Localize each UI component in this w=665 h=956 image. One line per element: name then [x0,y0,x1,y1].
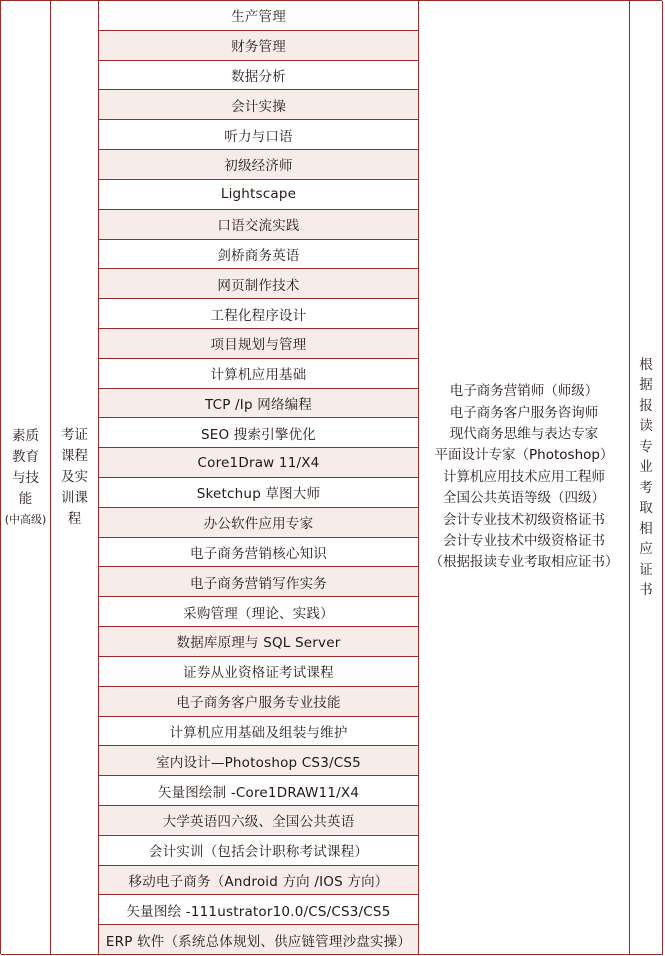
course-cell: Sketchup 草图大师 [99,478,419,508]
course-cell: 电子商务营销核心知识 [99,538,419,568]
course-cell: 室内设计—Photoshop CS3/CS5 [99,746,419,776]
course-type-line: 课程 [61,448,88,464]
course-cell: 工程化程序设计 [99,299,419,329]
course-cell: 会计实操 [99,90,419,120]
course-cell: Core1Draw 11/X4 [99,448,419,478]
certificate-item: 现代商务思维与表达专家 [449,425,599,442]
course-cell: 电子商务客户服务专业技能 [99,687,419,717]
course-type-line: 训课 [61,490,88,506]
remark-char: 应 [639,541,653,557]
course-type-cell [51,1,99,955]
course-cell: 口语交流实践 [99,210,419,240]
certificate-item: 全国公共英语等级（四级） [443,490,605,507]
category-line: 教育 [12,448,39,465]
certificate-item: 平面设计专家（Photoshop） [434,447,614,464]
course-cell: 计算机应用基础及组装与维护 [99,717,419,747]
category-line: 能 [18,490,33,507]
certificate-item: 电子商务客户服务咨询师 [449,404,599,421]
category-note: (中高级) [4,512,47,526]
course-type-line: 程 [67,511,82,527]
course-cell: 证券从业资格证考试课程 [99,657,419,687]
course-cell: 矢量图绘制 -Core1DRAW11/X4 [99,776,419,806]
course-cell: 采购管理（理论、实践） [99,597,419,627]
course-cell: SEO 搜索引擎优化 [99,418,419,448]
course-cell: 网页制作技术 [99,269,419,299]
certificate-item: （根据报读专业考取相应证书） [429,554,619,571]
certificates-cell [419,1,630,955]
remark-char: 证 [639,561,653,578]
remark-char: 考 [639,479,653,496]
remark-char: 根 [639,356,653,373]
course-cell: Lightscape [99,180,419,210]
course-cell: 矢量图绘 -111ustrator10.0/CS/CS3/CS5 [99,895,419,925]
certificate-item: 计算机应用技术应用工程师 [443,468,605,485]
course-type-line: 考证 [61,427,88,443]
remark-char: 相 [639,520,653,537]
remark-char: 据 [639,377,653,393]
course-cell: ERP 软件（系统总体规划、供应链管理沙盘实操） [99,925,419,955]
certificate-item: 会计专业技术中级资格证书 [443,533,605,550]
course-cell: 大学英语四六级、全国公共英语 [99,806,419,836]
course-cell: 办公软件应用专家 [99,508,419,538]
course-cell: 剑桥商务英语 [99,240,419,270]
certificate-item: 会计专业技术初级资格证书 [443,511,605,528]
remark-char: 报 [639,397,653,414]
course-type-line: 及实 [61,469,88,485]
course-cell: 项目规划与管理 [99,329,419,359]
certificate-item: 电子商务营销师（师级） [449,383,599,400]
category-line: 与技 [12,469,39,486]
remark-char: 读 [639,418,653,434]
course-cell: 数据库原理与 SQL Server [99,627,419,657]
course-cell: 移动电子商务（Android 方向 /IOS 方向） [99,866,419,896]
remark-char: 取 [639,500,653,516]
category-cell [1,1,51,955]
course-cell: TCP /Ip 网络编程 [99,389,419,419]
remark-char: 书 [639,582,653,598]
course-cell: 数据分析 [99,61,419,91]
remark-char: 业 [639,459,653,475]
course-cell: 财务管理 [99,31,419,61]
remark-char: 专 [639,438,653,455]
course-cell: 会计实训（包括会计职称考试课程） [99,836,419,866]
course-cell: 电子商务营销写作实务 [99,567,419,597]
course-cell: 听力与口语 [99,120,419,150]
category-line: 素质 [12,427,39,444]
remark-cell [630,1,663,955]
course-cell: 计算机应用基础 [99,359,419,389]
course-cell: 生产管理 [99,1,419,31]
course-cell: 初级经济师 [99,150,419,180]
